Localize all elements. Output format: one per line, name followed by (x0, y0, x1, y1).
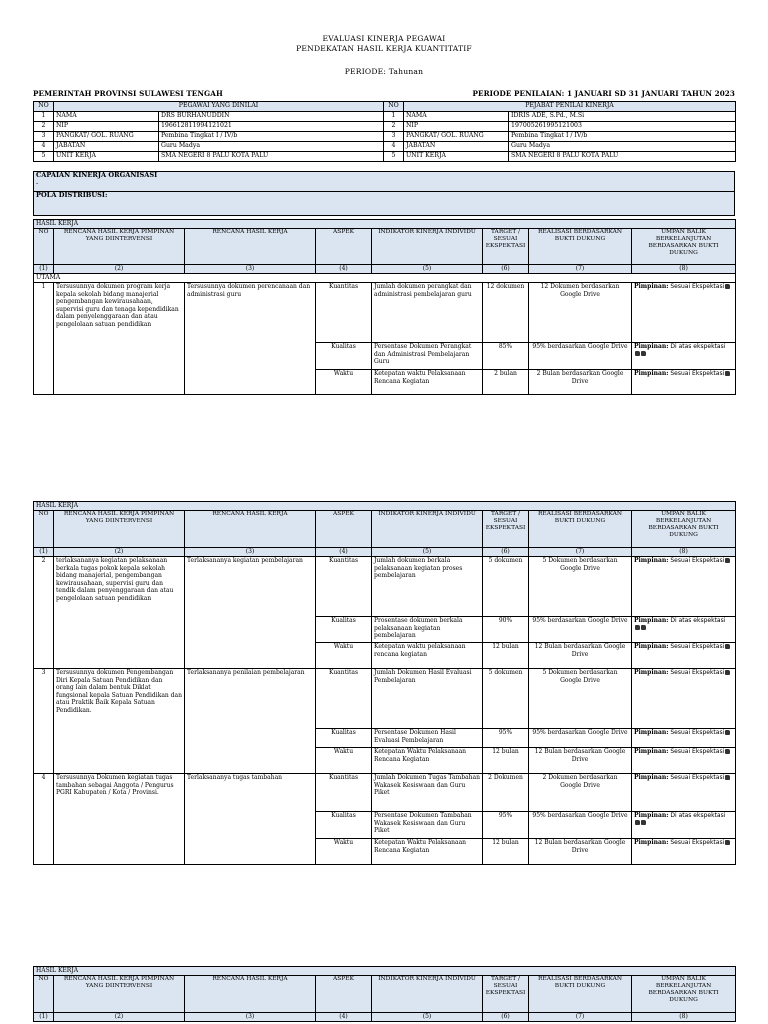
realisasi: 95% berdasarkan Google Drive (529, 343, 632, 370)
umpan-balik (632, 557, 736, 617)
feedback-text: Di atas ekspektasi (670, 617, 726, 624)
field-label: NAMA (54, 112, 159, 122)
feedback-prefix: Pimpinan: (634, 839, 669, 846)
column-number-row (34, 1013, 736, 1022)
col-no: NO (34, 229, 54, 265)
rhk-pimpinan: terlaksananya kegiatan pelaksanaan berkala tugas pokok kepala sekolah bidang manajerial, pengembangan kewirausahaan, supervisi guru dan tendik dalam penyenggaraan dan atau pengelolaan satuan pendidikan (54, 557, 185, 669)
realisasi: 95% berdasarkan Google Drive (529, 812, 632, 839)
thumbs-up-icon (635, 625, 640, 630)
table-row (34, 283, 736, 343)
field-label: NIP (404, 122, 509, 132)
document-title: EVALUASI KINERJA PEGAWAI (322, 34, 446, 43)
realisasi: 12 Dokumen berdasarkan Google Drive (529, 283, 632, 343)
aspek: Kuantitas (316, 669, 372, 729)
col-indikator: INDIKATOR KINERJA INDIVIDU (372, 511, 483, 548)
col-rhk: RENCANA HASIL KERJA (185, 976, 316, 1013)
aspek: Waktu (316, 748, 372, 774)
umpan-balik (632, 370, 736, 395)
hasil-kerja-table-2 (33, 501, 736, 865)
row-number: 4 (34, 142, 54, 152)
pegawai-nama: DRS BURHANUDDIN (159, 112, 384, 122)
thumbs-up-icon (641, 625, 646, 630)
thumbs-up-icon (725, 730, 730, 735)
feedback-text: Sesuai Ekspektasi (670, 729, 725, 736)
col-number: (3) (185, 548, 316, 557)
feedback-prefix: Pimpinan: (634, 283, 669, 290)
target: 12 dokumen (483, 283, 529, 343)
feedback-prefix: Pimpinan: (634, 370, 669, 377)
indikator: Jumlah dokumen perangkat dan administrasi pembelajaran guru (372, 283, 483, 343)
indikator: Ketepatan waktu Pelaksanaan Rencana Kegiatan (372, 370, 483, 395)
col-indikator: INDIKATOR KINERJA INDIVIDU (372, 976, 483, 1013)
thumbs-up-icon (635, 820, 640, 825)
row-number: 2 (384, 122, 404, 132)
thumbs-up-icon (725, 749, 730, 754)
rhk: Terlaksananya tugas tambahan (185, 774, 316, 865)
col-aspek: ASPEK (316, 511, 372, 548)
col-rhk-pimpinan: RENCANA HASIL KERJA PIMPINAN YANG DIINTERVENSI (54, 976, 185, 1013)
identity-row (34, 142, 736, 152)
capaian-title: CAPAIAN KINERJA ORGANISASI (36, 171, 158, 179)
indikator: Persentase Dokumen Tambahan Wakasek Kesiswaan dan Guru Piket (372, 812, 483, 839)
pegawai-jabatan: Guru Madya (159, 142, 384, 152)
thumbs-up-icon (725, 558, 730, 563)
realisasi: 95% berdasarkan Google Drive (529, 729, 632, 748)
thumbs-up-icon (725, 670, 730, 675)
instansi-label: PEMERINTAH PROVINSI SULAWESI TENGAH (33, 89, 223, 98)
identity-row (34, 152, 736, 162)
row-number: 3 (34, 132, 54, 142)
target: 12 bulan (483, 748, 529, 774)
feedback-text: Sesuai Ekspektasi (670, 669, 725, 676)
col-no: NO (34, 511, 54, 548)
field-label: JABATAN (54, 142, 159, 152)
row-number: 3 (384, 132, 404, 142)
aspek: Kuantitas (316, 557, 372, 617)
penilai-jabatan: Guru Madya (509, 142, 736, 152)
indikator: Jumlah Dokumen Tugas Tambahan Wakasek Kesiswaan dan Guru Piket (372, 774, 483, 812)
col-number: (3) (185, 1013, 316, 1022)
col-rhk-pimpinan: RENCANA HASIL KERJA PIMPINAN YANG DIINTERVENSI (54, 229, 185, 265)
column-number-row (34, 265, 736, 274)
feedback-prefix: Pimpinan: (634, 557, 669, 564)
column-number-row (34, 548, 736, 557)
no-header: NO (384, 102, 404, 112)
row-number: 3 (34, 669, 54, 774)
feedback-prefix: Pimpinan: (634, 729, 669, 736)
rhk: Terlaksananya kegiatan pembelajaran (185, 557, 316, 669)
col-number: (7) (529, 1013, 632, 1022)
table-header-row (34, 229, 736, 265)
capaian-kinerja (34, 172, 735, 192)
umpan-balik (632, 774, 736, 812)
penilai-nama: IDRIS ADE, S.Pd., M.Si (509, 112, 736, 122)
col-number: (8) (632, 1013, 736, 1022)
col-rhk: RENCANA HASIL KERJA (185, 229, 316, 265)
target: 95% (483, 729, 529, 748)
feedback-prefix: Pimpinan: (634, 812, 669, 819)
feedback-text: Sesuai Ekspektasi (670, 370, 725, 377)
col-target: TARGET / SESUAI EKSPEKTASI (483, 976, 529, 1013)
no-header: NO (34, 102, 54, 112)
aspek: Kualitas (316, 729, 372, 748)
row-number: 5 (384, 152, 404, 162)
aspek: Kuantitas (316, 774, 372, 812)
indikator: Ketepatan Waktu Pelaksanaan Rencana Kegiatan (372, 839, 483, 865)
target: 5 dokumen (483, 669, 529, 729)
periode-penilaian: PERIODE PENILAIAN: 1 JANUARI SD 31 JANUARI TAHUN 2023 (472, 89, 735, 98)
col-umpan-balik: UMPAN BALIK BERKELANJUTAN BERDASARKAN BUKTI DUKUNG (632, 229, 736, 265)
feedback-prefix: Pimpinan: (634, 748, 669, 755)
col-aspek: ASPEK (316, 229, 372, 265)
realisasi: 5 Dokumen berdasarkan Google Drive (529, 669, 632, 729)
realisasi: 12 Bulan berdasarkan Google Drive (529, 643, 632, 669)
thumbs-up-icon (725, 371, 730, 376)
umpan-balik (632, 643, 736, 669)
col-no: NO (34, 976, 54, 1013)
thumbs-up-icon (641, 820, 646, 825)
col-number: (2) (54, 265, 185, 274)
feedback-text: Sesuai Ekspektasi (670, 283, 725, 290)
row-number: 5 (34, 152, 54, 162)
field-label: NAMA (404, 112, 509, 122)
document-subtitle: PENDEKATAN HASIL KERJA KUANTITATIF (296, 44, 472, 53)
aspek: Kuantitas (316, 283, 372, 343)
penilai-nip: 197005261995121003 (509, 122, 736, 132)
target: 2 Dokumen (483, 774, 529, 812)
row-number: 1 (34, 112, 54, 122)
col-indikator: INDIKATOR KINERJA INDIVIDU (372, 229, 483, 265)
pola-distribusi: POLA DISTRIBUSI: (34, 192, 735, 216)
field-label: UNIT KERJA (404, 152, 509, 162)
thumbs-up-icon (725, 284, 730, 289)
umpan-balik (632, 839, 736, 865)
pegawai-unit-kerja: SMA NEGERI 8 PALU KOTA PALU (159, 152, 384, 162)
target: 85% (483, 343, 529, 370)
aspek: Kualitas (316, 617, 372, 643)
col-number: (3) (185, 265, 316, 274)
target: 5 dokumen (483, 557, 529, 617)
target: 90% (483, 617, 529, 643)
rhk-pimpinan: Tersusunnya Dokumen kegiatan tugas tambahan sebagai Anggota / Pengurus PGRI Kabupaten / Kota / Provinsi. (54, 774, 185, 865)
col-target: TARGET / SESUAI EKSPEKTASI (483, 229, 529, 265)
umpan-balik (632, 812, 736, 839)
field-label: JABATAN (404, 142, 509, 152)
table-row (34, 669, 736, 729)
row-number: 1 (384, 112, 404, 122)
feedback-text: Sesuai Ekspektasi (670, 774, 725, 781)
col-number: (8) (632, 548, 736, 557)
feedback-text: Sesuai Ekspektasi (670, 643, 725, 650)
feedback-text: Sesuai Ekspektasi (670, 557, 725, 564)
target: 12 bulan (483, 643, 529, 669)
penilai-unit-kerja: SMA NEGERI 8 PALU KOTA PALU (509, 152, 736, 162)
col-number: (4) (316, 1013, 372, 1022)
realisasi: 5 Dokumen berdasarkan Google Drive (529, 557, 632, 617)
col-number: (1) (34, 548, 54, 557)
target: 12 bulan (483, 839, 529, 865)
capaian-section (33, 171, 735, 216)
thumbs-up-icon (635, 351, 640, 356)
col-realisasi: REALISASI BERDASARKAN BUKTI DUKUNG (529, 229, 632, 265)
rhk: Terlaksananya penilaian pembelajaran (185, 669, 316, 774)
umpan-balik (632, 748, 736, 774)
indikator: Ketepatan waktu pelaksanaan rencana kegiatan (372, 643, 483, 669)
col-number: (7) (529, 265, 632, 274)
identity-row (34, 122, 736, 132)
thumbs-up-icon (725, 775, 730, 780)
col-number: (5) (372, 265, 483, 274)
col-rhk-pimpinan: RENCANA HASIL KERJA PIMPINAN YANG DIINTERVENSI (54, 511, 185, 548)
aspek: Kualitas (316, 343, 372, 370)
row-number: 1 (34, 283, 54, 395)
col-number: (2) (54, 548, 185, 557)
umpan-balik (632, 617, 736, 643)
aspek: Waktu (316, 839, 372, 865)
realisasi: 95% berdasarkan Google Drive (529, 617, 632, 643)
hasil-kerja-label: HASIL KERJA (34, 967, 736, 976)
realisasi: 12 Bulan berdasarkan Google Drive (529, 839, 632, 865)
realisasi: 12 Bulan berdasarkan Google Drive (529, 748, 632, 774)
pegawai-nip: 196612811994121021 (159, 122, 384, 132)
table-header-row (34, 511, 736, 548)
feedback-prefix: Pimpinan: (634, 643, 669, 650)
row-number: 2 (34, 557, 54, 669)
indikator: Jumlah Dokumen Hasil Evaluasi Pembelajaran (372, 669, 483, 729)
col-number: (8) (632, 265, 736, 274)
row-number: 2 (34, 122, 54, 132)
table-row (34, 557, 736, 617)
field-label: NIP (54, 122, 159, 132)
feedback-text: Sesuai Ekspektasi (670, 748, 725, 755)
hasil-kerja-label: HASIL KERJA (34, 502, 736, 511)
feedback-prefix: Pimpinan: (634, 343, 669, 350)
indikator: Persentase Dokumen Hasil Evaluasi Pembelajaran (372, 729, 483, 748)
umpan-balik (632, 283, 736, 343)
col-umpan-balik: UMPAN BALIK BERKELANJUTAN BERDASARKAN BUKTI DUKUNG (632, 511, 736, 548)
aspek: Waktu (316, 643, 372, 669)
penilai-pangkat: Pembina Tingkat I / IV/b (509, 132, 736, 142)
umpan-balik (632, 343, 736, 370)
col-realisasi: REALISASI BERDASARKAN BUKTI DUKUNG (529, 976, 632, 1013)
field-label: PANGKAT/ GOL. RUANG (404, 132, 509, 142)
field-label: UNIT KERJA (54, 152, 159, 162)
utama-label: UTAMA (34, 274, 736, 283)
feedback-text: Di atas ekspektasi (670, 343, 726, 350)
thumbs-up-icon (725, 644, 730, 649)
col-rhk: RENCANA HASIL KERJA (185, 511, 316, 548)
identity-row (34, 112, 736, 122)
col-number: (2) (54, 1013, 185, 1022)
target: 2 bulan (483, 370, 529, 395)
col-number: (1) (34, 1013, 54, 1022)
pegawai-header: PEGAWAI YANG DINILAI (54, 102, 384, 112)
hasil-kerja-label: HASIL KERJA (34, 220, 736, 229)
feedback-prefix: Pimpinan: (634, 617, 669, 624)
umpan-balik (632, 669, 736, 729)
field-label: PANGKAT/ GOL. RUANG (54, 132, 159, 142)
periode-type: PERIODE: Tahunan (344, 67, 424, 76)
rhk-pimpinan: Tersusunnya dokumen Pengembangan Diri Kepala Satuan Pendidikan dan orang lain dalam bentuk Diklat fungsional kepala Satuan Pendidikan dan atau Praktik Baik Kepala Satuan Pendidikan. (54, 669, 185, 774)
col-number: (4) (316, 265, 372, 274)
col-number: (6) (483, 265, 529, 274)
col-number: (5) (372, 548, 483, 557)
col-number: (6) (483, 548, 529, 557)
col-realisasi: REALISASI BERDASARKAN BUKTI DUKUNG (529, 511, 632, 548)
rhk-pimpinan: Tersusunnya dokumen program kerja kepala sekolah bidang manajerial pengembangan kewirausahaan, supervisi guru dan tenaga kependidikan dalam penyelenggaraan dan atau pengelolaan satuan pendidikan (54, 283, 185, 395)
identity-table (33, 101, 736, 162)
aspek: Kualitas (316, 812, 372, 839)
indikator: Persentase Dokumen Perangkat dan Administrasi Pembelajaran Guru (372, 343, 483, 370)
col-umpan-balik: UMPAN BALIK BERKELANJUTAN BERDASARKAN BUKTI DUKUNG (632, 976, 736, 1013)
pegawai-pangkat: Pembina Tingkat I / IV/b (159, 132, 384, 142)
target: 95% (483, 812, 529, 839)
feedback-prefix: Pimpinan: (634, 669, 669, 676)
rhk: Tersusunnya dokumen perencanaan dan administrasi guru (185, 283, 316, 395)
hasil-kerja-table-3 (33, 966, 736, 1022)
feedback-text: Di atas ekspektasi (670, 812, 726, 819)
row-number: 4 (34, 774, 54, 865)
table-row (34, 774, 736, 812)
realisasi: 2 Dokumen berdasarkan Google Drive (529, 774, 632, 812)
indikator: Jumlah dokumen berkala pelaksanaan kegiatan proses pembelajaran (372, 557, 483, 617)
row-number: 4 (384, 142, 404, 152)
aspek: Waktu (316, 370, 372, 395)
realisasi: 2 Bulan berdasarkan Google Drive (529, 370, 632, 395)
thumbs-up-icon (641, 351, 646, 356)
col-number: (4) (316, 548, 372, 557)
thumbs-up-icon (725, 840, 730, 845)
feedback-text: Sesuai Ekspektasi (670, 839, 725, 846)
indikator: Prosentase dokumen berkala pelaksanaan kegiatan pembelajaran (372, 617, 483, 643)
indikator: Ketepatan Waktu Pelaksanaan Rencana Kegiatan (372, 748, 483, 774)
col-number: (7) (529, 548, 632, 557)
hasil-kerja-table-1 (33, 219, 736, 395)
penilai-header: PEJABAT PENILAI KINERJA (404, 102, 736, 112)
col-number: (6) (483, 1013, 529, 1022)
col-aspek: ASPEK (316, 976, 372, 1013)
identity-row (34, 132, 736, 142)
col-target: TARGET / SESUAI EKSPEKTASI (483, 511, 529, 548)
feedback-prefix: Pimpinan: (634, 774, 669, 781)
table-header-row (34, 976, 736, 1013)
capaian-value: - (36, 178, 39, 187)
col-number: (1) (34, 265, 54, 274)
col-number: (5) (372, 1013, 483, 1022)
identity-header-row (34, 102, 736, 112)
umpan-balik (632, 729, 736, 748)
